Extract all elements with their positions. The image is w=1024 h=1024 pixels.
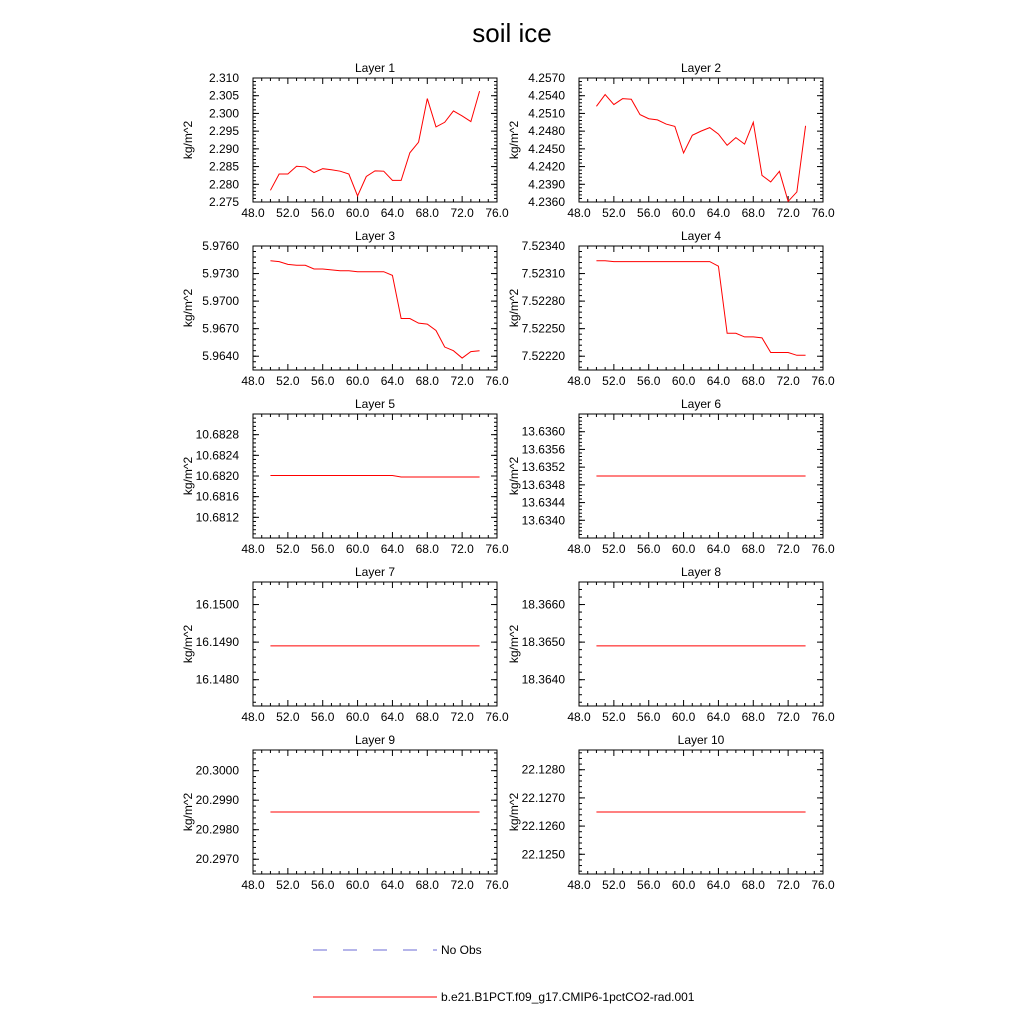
y-tick-label: 4.2540 xyxy=(528,88,565,103)
x-tick-label: 76.0 xyxy=(811,878,835,892)
x-tick-label: 64.0 xyxy=(706,878,731,892)
x-tick-label: 68.0 xyxy=(741,878,765,892)
x-tick-label: 56.0 xyxy=(637,374,661,388)
y-tick-label: 2.275 xyxy=(208,195,239,209)
x-tick-label: 52.0 xyxy=(276,206,300,220)
x-tick-label: 72.0 xyxy=(450,374,474,388)
x-tick-label: 64.0 xyxy=(380,878,405,892)
panel-title: Layer 4 xyxy=(680,229,722,243)
y-tick-label: 10.6812 xyxy=(195,510,239,525)
series-line xyxy=(270,475,479,477)
panel-title: Layer 10 xyxy=(677,733,725,747)
y-tick-label: 2.280 xyxy=(208,177,239,192)
y-tick-label: 2.310 xyxy=(208,71,239,85)
x-tick-label: 48.0 xyxy=(241,206,265,220)
x-tick-label: 48.0 xyxy=(241,878,265,892)
x-tick-label: 56.0 xyxy=(311,206,335,220)
y-tick-label: 5.9760 xyxy=(202,239,239,253)
y-tick-label: 13.6340 xyxy=(521,513,565,528)
y-axis-label: kg/m^2 xyxy=(181,792,195,832)
y-tick-label: 10.6816 xyxy=(195,489,239,504)
panel-title: Layer 8 xyxy=(680,565,722,579)
y-axis-label: kg/m^2 xyxy=(507,624,521,664)
y-tick-label: 2.285 xyxy=(208,159,239,174)
x-tick-label: 64.0 xyxy=(706,542,731,556)
x-tick-label: 60.0 xyxy=(671,710,696,724)
panel-title: Layer 5 xyxy=(354,397,396,411)
y-tick-label: 22.1260 xyxy=(521,819,565,834)
panel-layer-2 xyxy=(507,61,835,220)
y-axis-label: kg/m^2 xyxy=(507,288,521,328)
y-tick-label: 4.2510 xyxy=(528,106,565,121)
y-tick-label: 10.6828 xyxy=(195,427,239,442)
x-tick-label: 64.0 xyxy=(380,206,405,220)
x-tick-label: 76.0 xyxy=(811,206,835,220)
x-tick-label: 68.0 xyxy=(741,542,765,556)
y-tick-label: 16.1500 xyxy=(195,597,239,612)
x-tick-label: 72.0 xyxy=(776,710,800,724)
y-axis-label: kg/m^2 xyxy=(181,120,195,160)
y-axis-label: kg/m^2 xyxy=(507,792,521,832)
x-tick-label: 52.0 xyxy=(602,710,626,724)
x-tick-label: 56.0 xyxy=(311,542,335,556)
x-tick-label: 60.0 xyxy=(345,542,370,556)
x-tick-label: 60.0 xyxy=(671,374,696,388)
y-axis-label: kg/m^2 xyxy=(507,120,521,160)
y-tick-label: 22.1250 xyxy=(521,847,565,862)
y-tick-label: 16.1480 xyxy=(195,672,239,687)
x-tick-label: 56.0 xyxy=(637,710,661,724)
y-tick-label: 16.1490 xyxy=(195,635,239,650)
panel-layer-6 xyxy=(507,397,835,556)
y-tick-label: 5.9700 xyxy=(202,294,239,309)
x-tick-label: 56.0 xyxy=(637,206,661,220)
y-tick-label: 22.1280 xyxy=(521,762,565,777)
x-tick-label: 76.0 xyxy=(811,374,835,388)
x-tick-label: 52.0 xyxy=(276,542,300,556)
legend-label: b.e21.B1PCT.f09_g17.CMIP6-1pctCO2-rad.001 xyxy=(441,990,695,1004)
y-tick-label: 18.3660 xyxy=(521,597,565,612)
x-tick-label: 48.0 xyxy=(241,710,265,724)
x-tick-label: 52.0 xyxy=(602,878,626,892)
series-line xyxy=(270,261,479,358)
x-tick-label: 60.0 xyxy=(345,878,370,892)
y-tick-label: 2.290 xyxy=(208,141,239,156)
panel-layer-9 xyxy=(181,733,509,892)
panel-title: Layer 9 xyxy=(354,733,396,747)
x-tick-label: 56.0 xyxy=(311,710,335,724)
y-tick-label: 18.3640 xyxy=(521,672,565,687)
y-tick-label: 5.9640 xyxy=(202,349,239,364)
x-tick-label: 68.0 xyxy=(415,542,439,556)
y-tick-label: 10.6820 xyxy=(195,469,239,483)
y-tick-label: 20.2970 xyxy=(195,852,239,867)
panel-layer-5 xyxy=(181,397,509,556)
y-tick-label: 7.52280 xyxy=(521,294,565,309)
x-tick-label: 68.0 xyxy=(741,206,765,220)
y-tick-label: 4.2360 xyxy=(528,195,565,209)
x-tick-label: 64.0 xyxy=(706,710,731,724)
panel-layer-8 xyxy=(507,565,835,724)
x-tick-label: 72.0 xyxy=(450,710,474,724)
x-tick-label: 68.0 xyxy=(415,710,439,724)
plot-frame xyxy=(253,78,497,202)
plot-frame xyxy=(579,582,823,706)
x-tick-label: 72.0 xyxy=(776,542,800,556)
plot-frame xyxy=(579,78,823,202)
y-axis-label: kg/m^2 xyxy=(181,456,195,496)
x-tick-label: 48.0 xyxy=(241,542,265,556)
panel-title: Layer 2 xyxy=(680,61,722,75)
x-tick-label: 72.0 xyxy=(450,878,474,892)
y-tick-label: 18.3650 xyxy=(521,635,565,650)
series-line xyxy=(270,91,479,196)
x-tick-label: 68.0 xyxy=(741,374,765,388)
x-tick-label: 52.0 xyxy=(602,206,626,220)
x-tick-label: 76.0 xyxy=(485,374,509,388)
x-tick-label: 60.0 xyxy=(345,710,370,724)
x-tick-label: 48.0 xyxy=(567,710,591,724)
y-tick-label: 2.305 xyxy=(208,88,239,103)
x-tick-label: 72.0 xyxy=(776,374,800,388)
panel-layer-1 xyxy=(181,61,509,220)
x-tick-label: 56.0 xyxy=(311,374,335,388)
y-tick-label: 13.6360 xyxy=(521,424,565,439)
panel-title: Layer 6 xyxy=(680,397,722,411)
y-tick-label: 4.2450 xyxy=(528,141,565,156)
x-tick-label: 56.0 xyxy=(637,542,661,556)
x-tick-label: 56.0 xyxy=(637,878,661,892)
y-tick-label: 2.300 xyxy=(208,106,239,121)
y-tick-label: 4.2420 xyxy=(528,159,565,174)
legend-label: No Obs xyxy=(441,943,482,957)
y-tick-label: 7.52250 xyxy=(521,321,565,336)
y-tick-label: 20.3000 xyxy=(195,763,239,778)
y-tick-label: 2.295 xyxy=(208,124,239,139)
x-tick-label: 76.0 xyxy=(485,710,509,724)
y-tick-label: 13.6356 xyxy=(521,442,565,457)
y-tick-label: 4.2480 xyxy=(528,124,565,139)
x-tick-label: 68.0 xyxy=(415,374,439,388)
x-tick-label: 60.0 xyxy=(345,206,370,220)
x-tick-label: 64.0 xyxy=(706,374,731,388)
y-tick-label: 7.52340 xyxy=(521,239,565,253)
x-tick-label: 68.0 xyxy=(741,710,765,724)
x-tick-label: 76.0 xyxy=(485,542,509,556)
x-tick-label: 48.0 xyxy=(241,374,265,388)
y-tick-label: 4.2390 xyxy=(528,177,565,192)
x-tick-label: 76.0 xyxy=(811,710,835,724)
x-tick-label: 72.0 xyxy=(776,206,800,220)
panel-title: Layer 1 xyxy=(354,61,396,75)
x-tick-label: 52.0 xyxy=(276,710,300,724)
x-tick-label: 52.0 xyxy=(602,374,626,388)
panel-title: Layer 7 xyxy=(354,565,396,579)
y-tick-label: 22.1270 xyxy=(521,790,565,805)
x-tick-label: 48.0 xyxy=(567,374,591,388)
plot-frame xyxy=(579,246,823,370)
plot-frame xyxy=(253,582,497,706)
x-tick-label: 64.0 xyxy=(380,542,405,556)
x-tick-label: 72.0 xyxy=(450,542,474,556)
y-tick-label: 13.6352 xyxy=(521,460,565,475)
y-tick-label: 20.2990 xyxy=(195,793,239,808)
panel-layer-3 xyxy=(181,229,509,388)
x-tick-label: 64.0 xyxy=(706,206,731,220)
x-tick-label: 52.0 xyxy=(602,542,626,556)
x-tick-label: 48.0 xyxy=(567,206,591,220)
x-tick-label: 52.0 xyxy=(276,374,300,388)
panel-layer-4 xyxy=(507,229,835,388)
panels xyxy=(181,61,835,892)
series-line xyxy=(596,95,805,202)
y-tick-label: 7.52310 xyxy=(521,266,565,281)
y-tick-label: 13.6344 xyxy=(521,495,565,510)
y-tick-label: 4.2570 xyxy=(528,71,565,85)
x-tick-label: 68.0 xyxy=(415,878,439,892)
x-tick-label: 52.0 xyxy=(276,878,300,892)
figure-title: soil ice xyxy=(472,18,552,48)
x-tick-label: 48.0 xyxy=(567,878,591,892)
panel-title: Layer 3 xyxy=(354,229,396,243)
y-tick-label: 10.6824 xyxy=(195,448,239,463)
x-tick-label: 76.0 xyxy=(485,206,509,220)
y-axis-label: kg/m^2 xyxy=(507,456,521,496)
x-tick-label: 56.0 xyxy=(311,878,335,892)
plot-frame xyxy=(253,414,497,538)
x-tick-label: 76.0 xyxy=(485,878,509,892)
x-tick-label: 72.0 xyxy=(776,878,800,892)
x-tick-label: 64.0 xyxy=(380,374,405,388)
panel-layer-7 xyxy=(181,565,509,724)
panel-layer-10 xyxy=(507,733,835,892)
x-tick-label: 76.0 xyxy=(811,542,835,556)
x-tick-label: 60.0 xyxy=(671,878,696,892)
y-tick-label: 13.6348 xyxy=(521,477,565,492)
y-tick-label: 7.52220 xyxy=(521,349,565,364)
series-line xyxy=(596,261,805,356)
x-tick-label: 60.0 xyxy=(345,374,370,388)
y-tick-label: 5.9670 xyxy=(202,321,239,336)
y-tick-label: 5.9730 xyxy=(202,266,239,281)
y-axis-label: kg/m^2 xyxy=(181,624,195,664)
x-tick-label: 68.0 xyxy=(415,206,439,220)
x-tick-label: 72.0 xyxy=(450,206,474,220)
x-tick-label: 60.0 xyxy=(671,542,696,556)
y-axis-label: kg/m^2 xyxy=(181,288,195,328)
x-tick-label: 64.0 xyxy=(380,710,405,724)
y-tick-label: 20.2980 xyxy=(195,822,239,837)
x-tick-label: 48.0 xyxy=(567,542,591,556)
x-tick-label: 60.0 xyxy=(671,206,696,220)
legend xyxy=(313,943,695,1004)
